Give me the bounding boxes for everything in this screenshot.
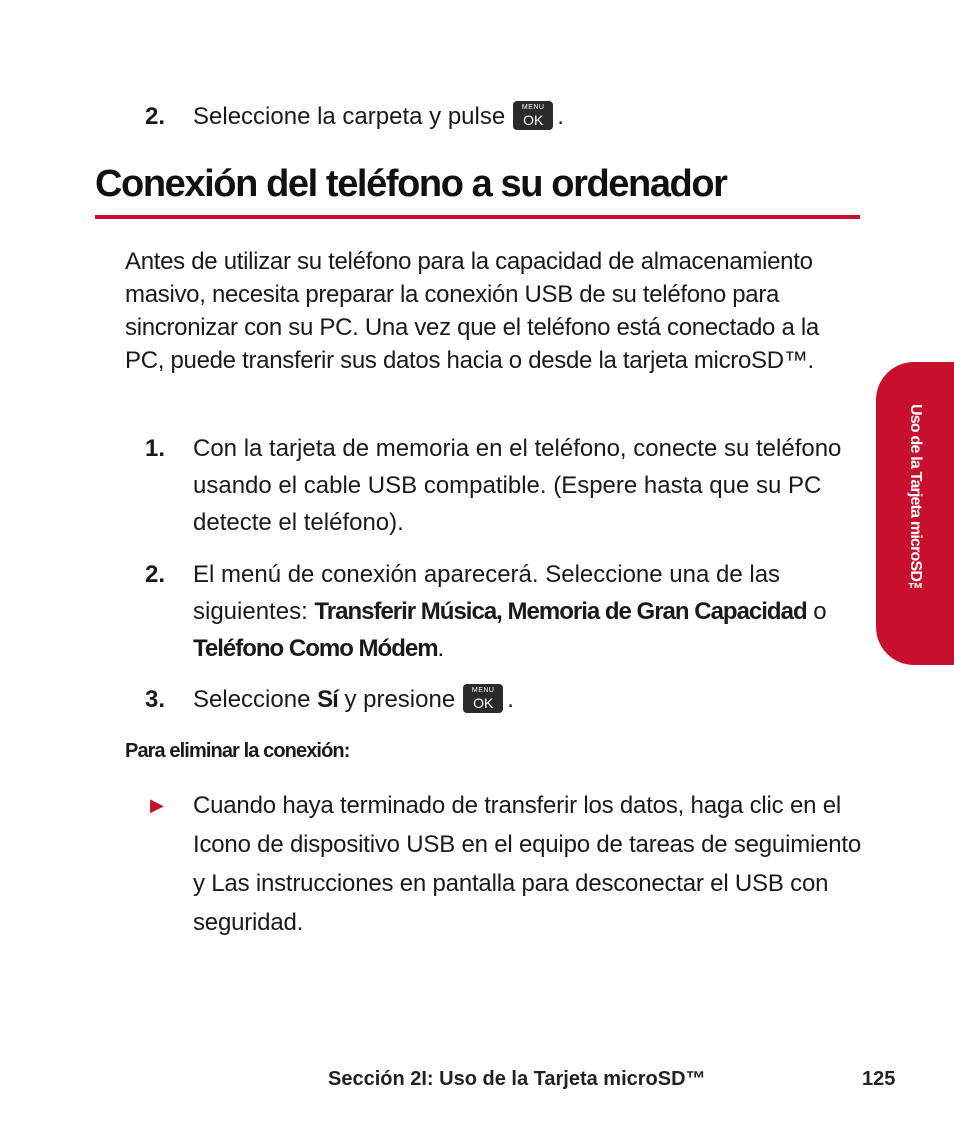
remove-connection-heading: Para eliminar la conexión: — [125, 740, 350, 762]
step-text-main: Seleccione la carpeta y pulse — [193, 103, 506, 130]
step-text — [193, 556, 863, 667]
side-tab-label: Uso de la Tarjeta microSD™ — [907, 404, 924, 598]
step-text-pre: El menú de conexión aparecerá. Seleccione una de las siguientes: — [193, 561, 781, 625]
footer-section-title: Sección 2I: Uso de la Tarjeta microSD™ — [328, 1068, 706, 1090]
triangle-right-icon: ▶ — [150, 795, 164, 815]
step-number: 2. — [145, 103, 166, 130]
key-label-top: MENU — [521, 104, 545, 112]
key-label-top: MENU — [471, 687, 495, 695]
menu-ok-key-icon — [513, 101, 553, 130]
step-end: . — [557, 103, 564, 130]
intro-paragraph: Antes de utilizar su teléfono para la capacidad de almacenamiento masivo, necesita preparar la conexión USB de su teléfono para sincronizar con su PC. Una vez que el teléfono está conectado a la PC, puede transferir sus datos hacia o desde la tarjeta microSD™. — [125, 248, 819, 374]
step-1 — [145, 430, 865, 545]
step-end: . — [507, 686, 514, 713]
top-step — [145, 98, 865, 138]
remove-bullet — [150, 786, 870, 946]
step-text-conj: o — [813, 598, 827, 625]
menu-ok-key-icon — [463, 684, 503, 713]
step-text: Con la tarjeta de memoria en el teléfono, conecte su teléfono usando el cable USB compatible. (Espere hasta que su PC detecte el teléfono). — [193, 435, 842, 536]
chapter-side-tab — [876, 362, 954, 665]
section-title: Conexión del teléfono a su ordenador — [95, 163, 727, 205]
step-number: 3. — [145, 686, 166, 713]
step-3 — [145, 681, 865, 721]
key-label-bottom: OK — [523, 112, 544, 129]
page-number: 125 — [862, 1068, 896, 1090]
step-text — [193, 98, 863, 135]
step-text-post: y presione — [344, 686, 456, 713]
title-rule — [95, 215, 860, 219]
step-end: . — [437, 635, 445, 662]
step-number: 1. — [145, 435, 166, 462]
step-text-pre: Seleccione — [193, 686, 311, 713]
bullet-text: Cuando haya terminado de transferir los datos, haga clic en el Icono de dispositivo USB en el equipo de tareas de seguimiento y Las instrucciones en pantalla para desconectar el USB con seguridad. — [193, 792, 862, 936]
option-transferir-memoria: Transferir Música, Memoria de Gran Capacidad — [314, 598, 807, 625]
step-number: 2. — [145, 561, 166, 588]
step-text — [193, 681, 863, 718]
key-label-bottom: OK — [473, 695, 494, 712]
step-2 — [145, 556, 865, 671]
option-si: Sí — [317, 686, 338, 713]
option-telefono-modem: Teléfono Como Módem — [193, 635, 438, 662]
